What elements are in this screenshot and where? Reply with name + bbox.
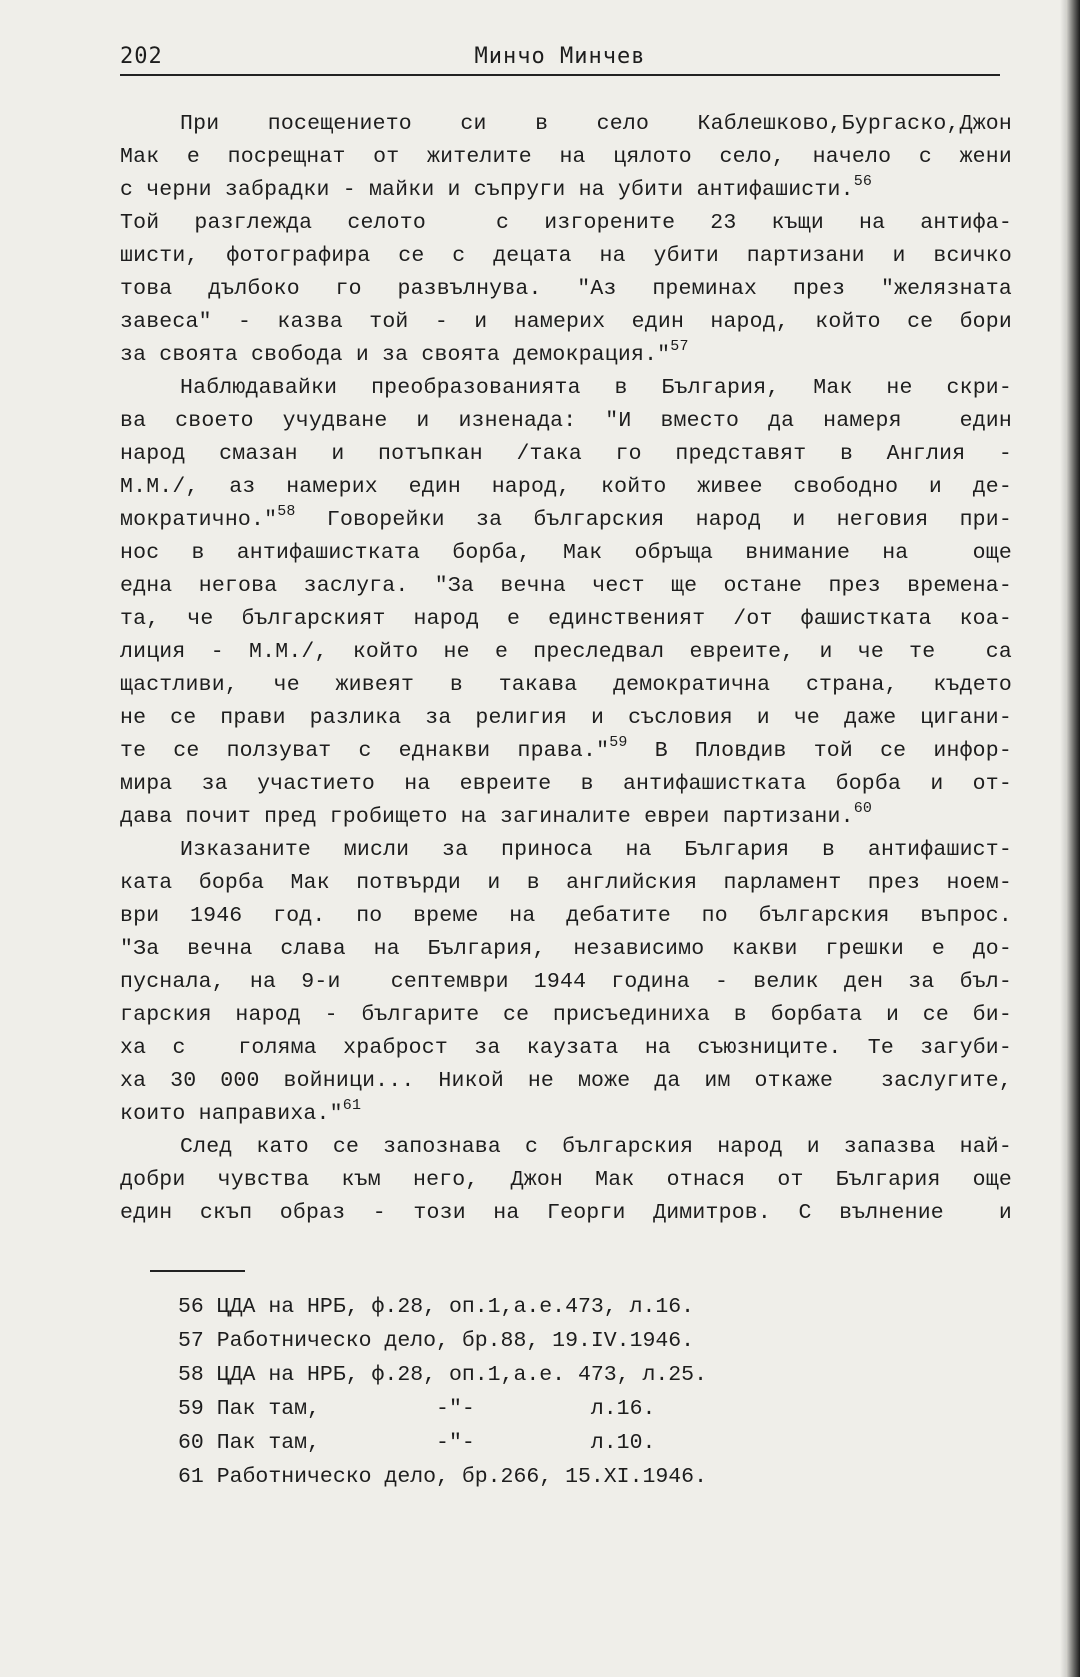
text-line: ври 1946 год. по време на дебатите по българския въпрос. [120,904,1012,928]
page-number: 202 [120,44,163,69]
text-line: това дълбоко го развълнува. "Аз преминах през "желязната [120,277,1012,301]
text-segment: с черни забрадки - майки и съпруги на убити антифашисти. [120,178,854,202]
text-segment: В Пловдив той се инфор- [627,739,1012,763]
footnote-item: 59 Пак там, -"- л.16. [178,1397,656,1421]
text-line: шисти, фотографира се с децата на убити партизани и всичко [120,244,1012,268]
text-line: щастливи, че живеят в такава демократична страна, където [120,673,1012,697]
page-edge [1066,0,1080,1677]
text-line: та, че българският народ е единственият /от фашистката коа- [120,607,1012,631]
text-line [120,801,1012,834]
text-line: ха 30 000 войници... Никой не може да им откаже заслугите, [120,1069,1012,1093]
body-text [120,108,1012,1230]
text-segment: те се ползуват с еднакви права." [120,739,610,763]
text-line: Мак е посрещнат от жителите на цялото село, начело с жени [120,145,1012,169]
footnote-ref[interactable]: 58 [277,503,296,520]
text-line: добри чувства към него, Джон Мак отнася от България още [120,1168,1012,1192]
text-line: пуснала, на 9-и септември 1944 година - велик ден за бъл- [120,970,1012,994]
text-segment: Говорейки за българския народ и неговия при- [295,508,1012,532]
footnote-item: 61 Работническо дело, бр.266, 15.XI.1946. [178,1465,707,1489]
footnote-ref[interactable]: 60 [853,800,873,817]
text-line: При посещението си в село Каблешково,Бургаско,Джон [180,112,1012,136]
text-segment: мократично." [120,508,278,532]
footnotes [178,1290,818,1494]
footnote-ref[interactable]: 61 [342,1097,362,1114]
text-line: ва своето учудване и изненада: "И вместо да намеря един [120,409,1012,433]
footnote-item: 58 ЦДА на НРБ, ф.28, оп.1,а.е. 473, л.25. [178,1363,707,1387]
header-rule [120,74,1000,76]
text-line [120,1098,1012,1131]
footnote-item: 60 Пак там, -"- л.10. [178,1431,656,1455]
footnote-ref[interactable]: 56 [853,173,873,190]
text-line: Наблюдавайки преобразованията в България, Мак не скри- [180,376,1012,400]
text-line: една негова заслуга. "За вечна чест ще остане през времена- [120,574,1012,598]
text-segment: дава почит пред гробището на загиналите евреи партизани. [120,805,854,829]
running-head: Минчо Минчев [474,44,646,69]
text-line: ха с голяма храброст за каузата на съюзниците. Те загуби- [120,1036,1012,1060]
footnote-rule [150,1270,245,1272]
text-segment: които направиха." [120,1102,343,1126]
text-segment: за своята свобода и за своята демокрация." [120,343,671,367]
footnote-item: 56 ЦДА на НРБ, ф.28, оп.1,а.е.473, л.16. [178,1295,695,1319]
page-header [120,40,1000,76]
text-line [120,339,1012,372]
text-line: нос в антифашистката борба, Мак обръща внимание на още [120,541,1012,565]
text-line: един скъп образ - този на Георги Димитров. С вълнение и [120,1201,1012,1225]
text-line [120,174,1012,207]
text-line: След като се запознава с българския народ и запазва най- [180,1135,1012,1159]
text-line: Той разглежда селото с изгорените 23 къщи на антифа- [120,211,1012,235]
text-line: "За вечна слава на България, независимо какви грешки е до- [120,937,1012,961]
footnote-ref[interactable]: 57 [670,338,689,355]
text-line: ката борба Мак потвърди и в английския парламент през ноем- [120,871,1012,895]
text-line: народ смазан и потъпкан /така го представят в Англия - [120,442,1012,466]
text-line [120,504,1012,537]
footnote-ref[interactable]: 59 [609,734,628,751]
text-line: завеса" - казва той - и намерих един народ, който се бори [120,310,1012,334]
text-line: М.М./, аз намерих един народ, който живее свободно и де- [120,475,1012,499]
text-line: не се прави разлика за религия и съсловия и че даже цигани- [120,706,1012,730]
footnote-item: 57 Работническо дело, бр.88, 19.IV.1946. [178,1329,695,1353]
text-line: лиция - М.М./, който не е преследвал евреите, и че те са [120,640,1012,664]
text-line [120,735,1012,768]
text-line: мира за участието на евреите в антифашистката борба и от- [120,772,1012,796]
text-line: Изказаните мисли за приноса на България в антифашист- [180,838,1012,862]
text-line: гарския народ - българите се присъединиха в борбата и се би- [120,1003,1012,1027]
